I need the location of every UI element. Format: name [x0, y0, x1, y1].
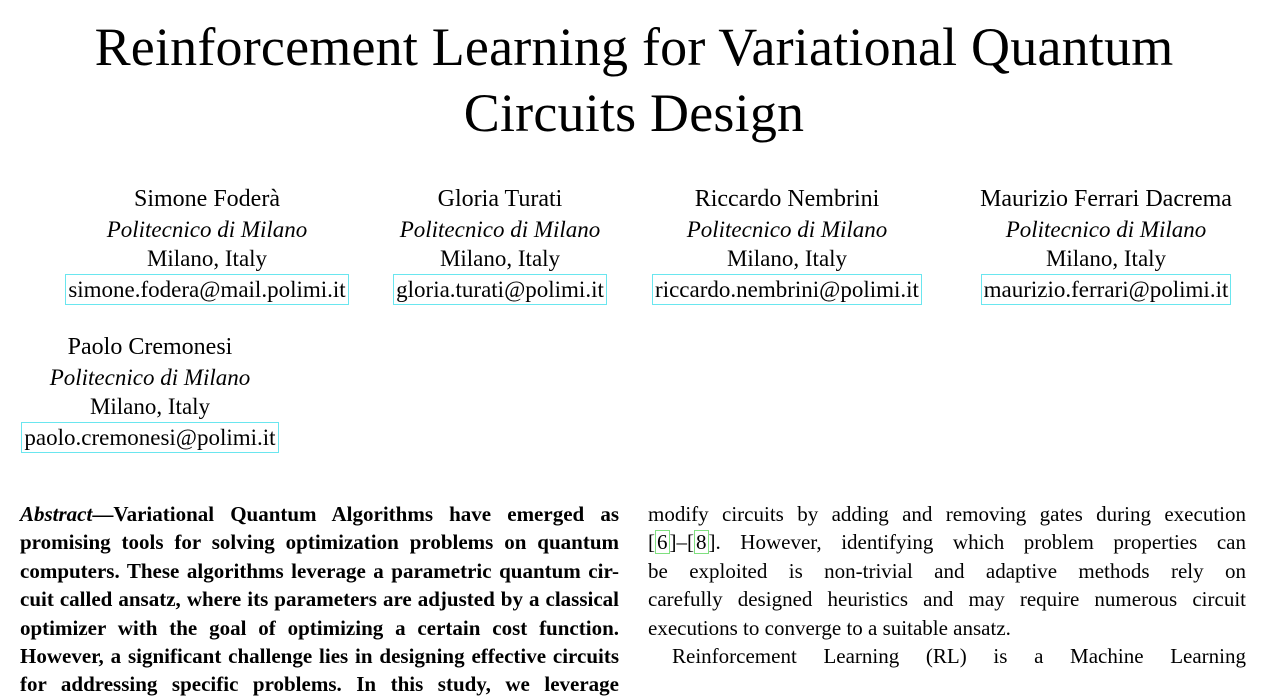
abstract-text: Variational Quantum Algorithms have emerged as [113, 502, 619, 526]
author-affiliation: Politecnico di Milano [686, 216, 888, 242]
citation-link[interactable]: 8 [696, 530, 707, 555]
author-block-1 [60, 185, 354, 305]
body-line: executions to converge to a suitable ansatz. [648, 615, 1011, 640]
author-location: Milano, Italy [146, 246, 268, 271]
author-affiliation: Politecnico di Milano [49, 364, 251, 390]
author-location: Milano, Italy [1045, 246, 1167, 271]
author-email-link[interactable]: simone.fodera@mail.polimi.it [65, 274, 348, 305]
author-block-5 [16, 333, 284, 453]
author-location: Milano, Italy [89, 394, 211, 419]
author-email-link[interactable]: riccardo.nembrini@polimi.it [652, 274, 922, 305]
citation-link[interactable]: 6 [657, 530, 668, 555]
body-line: carefully designed heuristics and may require numerous circuit [648, 587, 1246, 612]
abstract-line: optimizer with the goal of optimizing a certain cost function. [20, 615, 619, 640]
abstract-line: However, a significant challenge lies in designing effective circuits [20, 644, 619, 669]
author-affiliation: Politecnico di Milano [1005, 216, 1207, 242]
author-email-link[interactable]: maurizio.ferrari@polimi.it [981, 274, 1232, 305]
abstract-heading: Abstract [20, 502, 93, 526]
author-name: Riccardo Nembrini [694, 186, 880, 212]
author-affiliation: Politecnico di Milano [399, 216, 601, 242]
body-line: Reinforcement Learning (RL) is a Machine Learning [672, 644, 1246, 669]
title-line-1: Reinforcement Learning for Variational Quantum [94, 17, 1174, 77]
title-line-2: Circuits Design [463, 83, 805, 143]
body-line: be exploited is non-trivial and adaptive methods rely on [648, 558, 1246, 583]
author-location: Milano, Italy [726, 246, 848, 271]
citation-separator: – [676, 530, 687, 555]
author-affiliation: Politecnico di Milano [106, 216, 308, 242]
body-line: modify circuits by adding and removing gates during execution [648, 502, 1246, 526]
author-name: Paolo Cremonesi [67, 334, 233, 360]
author-email-link[interactable]: gloria.turati@polimi.it [393, 274, 607, 305]
body-column [648, 500, 1246, 670]
author-name: Simone Foderà [134, 186, 280, 212]
author-block-4 [956, 185, 1256, 305]
abstract-line: promising tools for solving optimization problems on quantum [20, 530, 619, 555]
author-location: Milano, Italy [439, 246, 561, 271]
paper-title [0, 14, 1268, 146]
abstract-column [20, 500, 619, 699]
abstract-line: computers. These algorithms leverage a parametric quantum cir- [20, 558, 619, 583]
author-name: Gloria Turati [437, 186, 563, 212]
body-text: . However, identifying which problem properties can [715, 530, 1246, 555]
abstract-line: for addressing specific problems. In this study, we leverage [20, 672, 619, 697]
author-block-2 [390, 185, 610, 305]
body-line: [6]–[8]. However, identifying which problem properties can [648, 530, 1246, 555]
abstract-line: cuit called ansatz, where its parameters are adjusted by a classical [20, 587, 619, 612]
abstract-dash: — [92, 502, 114, 526]
author-block-3 [646, 185, 928, 305]
abstract-line [20, 500, 619, 528]
author-name: Maurizio Ferrari Dacrema [980, 186, 1232, 212]
author-email-link[interactable]: paolo.cremonesi@polimi.it [21, 422, 278, 453]
